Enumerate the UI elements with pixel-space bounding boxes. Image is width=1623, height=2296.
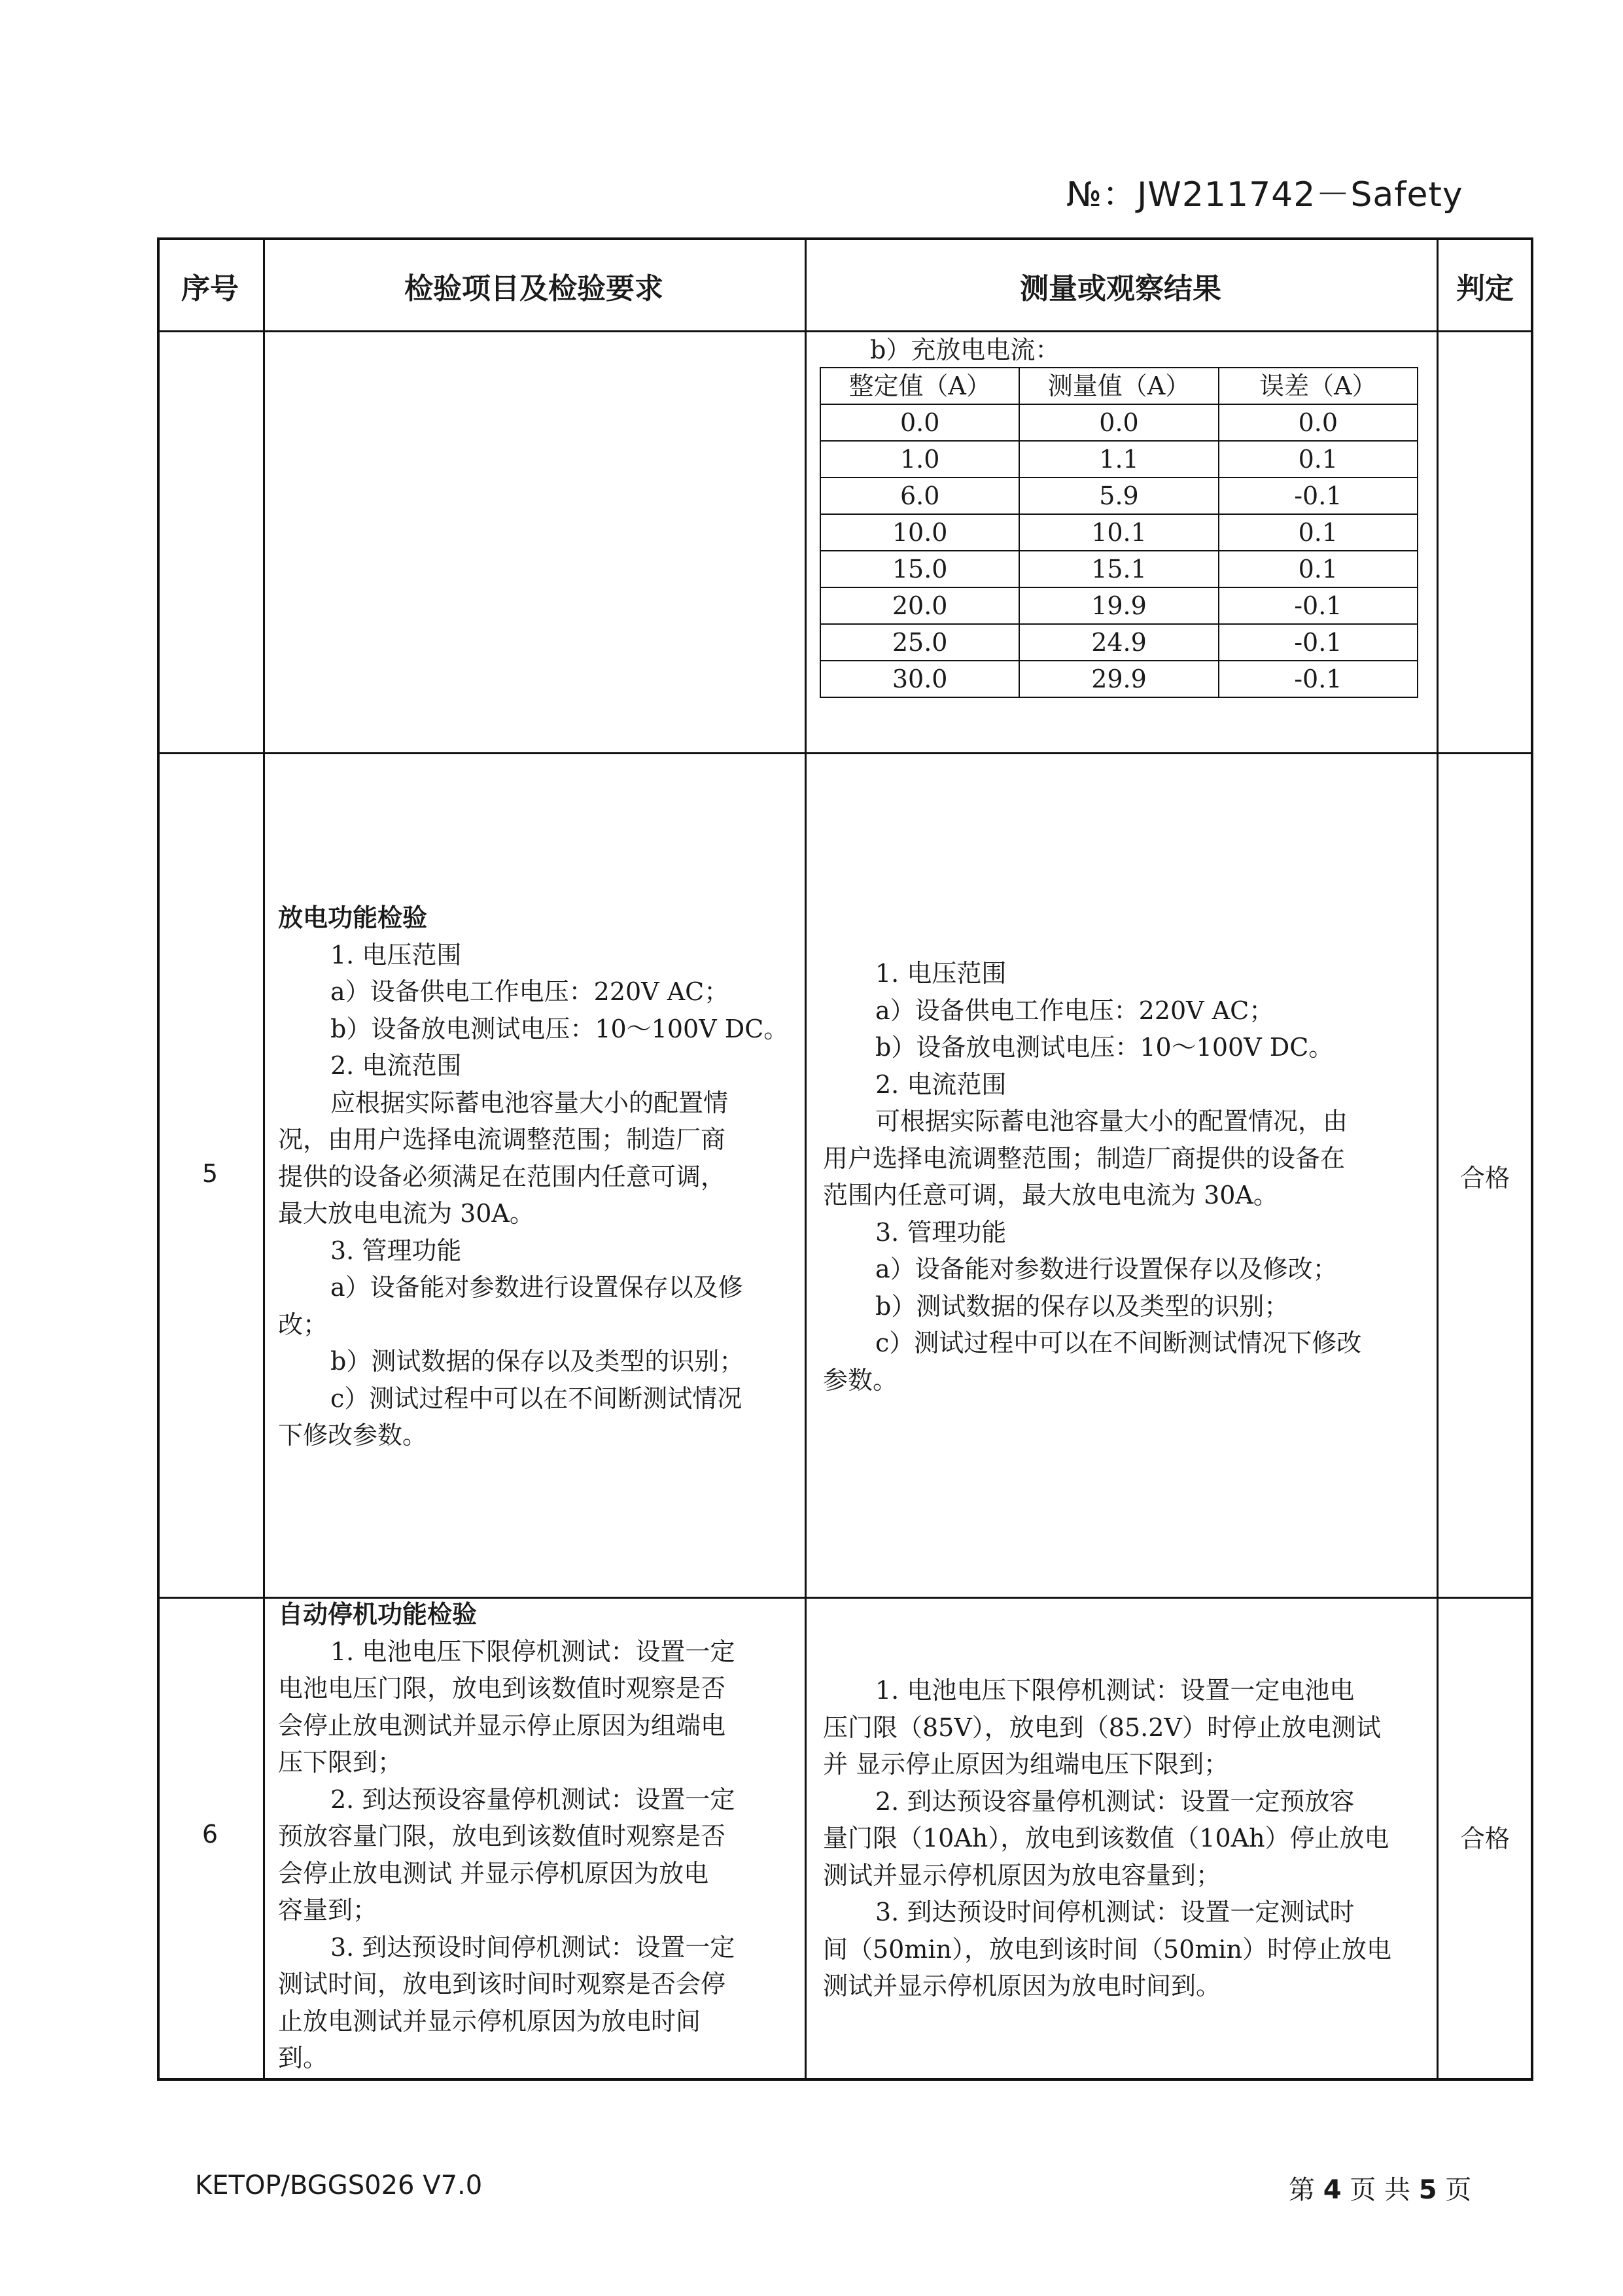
row6-verdict: 合格 — [1459, 1824, 1510, 1853]
row5-title: 放电功能检验 — [278, 903, 428, 932]
measured-value: 5.9 — [1019, 478, 1218, 514]
result-line: 测试并显示停机原因为放电容量到； — [823, 1860, 1221, 1890]
table-header-cell: 测量值（A） — [1019, 368, 1218, 404]
measured-value: 1.1 — [1019, 441, 1218, 478]
req-line: 2. 到达预设容量停机测试：设置一定 — [330, 1784, 735, 1814]
column-rule — [805, 237, 807, 2081]
row-seq-5: 5 — [201, 1159, 218, 1188]
req-line: b）测试数据的保存以及类型的识别； — [330, 1347, 744, 1376]
req-line: 预放容量门限，放电到该数值时观察是否 — [278, 1822, 726, 1851]
result-line: 2. 到达预设容量停机测试：设置一定预放容 — [875, 1786, 1355, 1816]
req-line: 下修改参数。 — [278, 1421, 428, 1450]
req-line: 最大放电电流为 30A。 — [278, 1199, 534, 1228]
row6-results — [823, 1672, 1431, 2005]
result-line: 3. 到达预设时间停机测试：设置一定测试时 — [875, 1898, 1355, 1926]
row5-verdict: 合格 — [1459, 1164, 1510, 1192]
result-line: 1. 电压范围 — [875, 959, 1007, 988]
row6-requirements — [278, 1596, 795, 2077]
req-line: a）设备能对参数进行设置保存以及修 — [330, 1273, 743, 1302]
req-line: 测试时间，放电到该时间时观察是否会停 — [278, 1970, 726, 1998]
set-value: 20.0 — [820, 587, 1019, 624]
table-row — [820, 624, 1418, 661]
result-line: 范围内任意可调，最大放电电流为 30A。 — [823, 1181, 1278, 1209]
set-value: 25.0 — [820, 624, 1019, 661]
error-value: -0.1 — [1219, 624, 1418, 661]
table-row — [820, 551, 1418, 587]
error-value: 0.1 — [1219, 551, 1418, 587]
page-indicator — [1289, 2169, 1471, 2206]
table-row — [820, 514, 1418, 551]
set-value: 1.0 — [820, 441, 1019, 478]
req-line: 止放电测试并显示停机原因为放电时间 — [278, 2006, 701, 2036]
page-suffix: 页 — [1445, 2175, 1472, 2205]
row5-results — [823, 955, 1431, 1399]
table-row — [820, 441, 1418, 478]
req-line: 会停止放电测试并显示停止原因为组端电 — [278, 1711, 726, 1740]
table-header-cell: 误差（A） — [1219, 368, 1418, 404]
table-header-cell: 整定值（A） — [820, 368, 1019, 404]
measured-value: 0.0 — [1019, 404, 1218, 441]
current-measurement-table — [820, 367, 1418, 698]
result-line: 测试并显示停机原因为放电时间到。 — [823, 1972, 1221, 2000]
measured-value: 24.9 — [1019, 624, 1218, 661]
measured-value: 10.1 — [1019, 514, 1218, 551]
row6-title: 自动停机功能检验 — [278, 1600, 478, 1629]
req-line: 容量到； — [278, 1896, 378, 1924]
result-line: a）设备能对参数进行设置保存以及修改； — [875, 1255, 1338, 1283]
row-seq-6: 6 — [201, 1820, 218, 1849]
req-line: a）设备供电工作电压：220V AC； — [330, 977, 729, 1006]
measured-value: 19.9 — [1019, 587, 1218, 624]
req-line: 2. 电流范围 — [330, 1051, 462, 1080]
error-value: -0.1 — [1219, 587, 1418, 624]
error-value: 0.1 — [1219, 514, 1418, 551]
result-line: 2. 电流范围 — [875, 1070, 1007, 1099]
current-table-caption: b）充放电电流： — [870, 336, 1060, 364]
header-verdict: 判定 — [1456, 272, 1514, 305]
req-line: 1. 电池电压下限停机测试：设置一定 — [330, 1637, 735, 1666]
req-line: 3. 管理功能 — [330, 1236, 462, 1265]
result-line: 1. 电池电压下限停机测试：设置一定电池电 — [875, 1676, 1355, 1705]
page-prefix: 第 — [1289, 2175, 1315, 2205]
table-row — [820, 404, 1418, 441]
set-value: 30.0 — [820, 661, 1019, 697]
error-value: -0.1 — [1219, 661, 1418, 697]
measured-value: 15.1 — [1019, 551, 1218, 587]
header-seq: 序号 — [181, 272, 239, 305]
result-line: b）测试数据的保存以及类型的识别； — [875, 1291, 1289, 1321]
set-value: 6.0 — [820, 478, 1019, 514]
measured-value: 29.9 — [1019, 661, 1218, 697]
req-line: b）设备放电测试电压：10～100V DC。 — [330, 1014, 789, 1043]
result-line: 量门限（10Ah），放电到该数值（10Ah）停止放电 — [823, 1824, 1389, 1852]
req-line: 提供的设备必须满足在范围内任意可调， — [278, 1162, 726, 1191]
table-row — [820, 661, 1418, 697]
req-line: 压下限到； — [278, 1748, 403, 1777]
req-line: 3. 到达预设时间停机测试：设置一定 — [330, 1932, 735, 1962]
header-result: 测量或观察结果 — [1020, 272, 1221, 305]
set-value: 15.0 — [820, 551, 1019, 587]
table-row — [820, 587, 1418, 624]
result-line: 用户选择电流调整范围；制造厂商提供的设备在 — [823, 1143, 1346, 1173]
column-rule — [263, 237, 265, 2081]
set-value: 0.0 — [820, 404, 1019, 441]
result-line: b）设备放电测试电压：10～100V DC。 — [875, 1033, 1334, 1062]
req-line: 电池电压门限，放电到该数值时观察是否 — [278, 1674, 726, 1703]
result-line: a）设备供电工作电压：220V AC； — [875, 996, 1274, 1025]
set-value: 10.0 — [820, 514, 1019, 551]
req-line: 到。 — [278, 2044, 328, 2072]
result-line: 可根据实际蓄电池容量大小的配置情况，由 — [875, 1107, 1348, 1136]
req-line: 应根据实际蓄电池容量大小的配置情 — [330, 1088, 729, 1117]
document-number: №：JW211742－Safety — [1066, 175, 1463, 215]
result-line: 压门限（85V），放电到（85.2V）时停止放电测试 — [823, 1713, 1381, 1742]
row5-requirements — [278, 899, 795, 1454]
error-value: 0.1 — [1219, 441, 1418, 478]
table-row — [820, 478, 1418, 514]
result-line: 参数。 — [823, 1365, 898, 1395]
page-mid: 页 共 — [1350, 2175, 1410, 2205]
req-line: 改； — [278, 1310, 328, 1339]
req-line: 况，由用户选择电流调整范围；制造厂商 — [278, 1125, 726, 1154]
req-line: c）测试过程中可以在不间断测试情况 — [330, 1383, 742, 1413]
row-rule — [157, 330, 1533, 332]
error-value: -0.1 — [1219, 478, 1418, 514]
form-code: KETOP/BGGS026 V7.0 — [195, 2170, 483, 2200]
result-line: c）测试过程中可以在不间断测试情况下修改 — [875, 1329, 1362, 1357]
req-line: 1. 电压范围 — [330, 940, 462, 969]
row-rule — [157, 752, 1533, 754]
result-line: 间（50min），放电到该时间（50min）时停止放电 — [823, 1934, 1392, 1964]
result-line: 并 显示停止原因为组端电压下限到； — [823, 1750, 1229, 1779]
page-number: 4 — [1323, 2175, 1342, 2205]
page-total: 5 — [1418, 2175, 1437, 2205]
result-line: 3. 管理功能 — [875, 1217, 1007, 1247]
error-value: 0.0 — [1219, 404, 1418, 441]
header-item: 检验项目及检验要求 — [404, 272, 663, 305]
req-line: 会停止放电测试 并显示停机原因为放电 — [278, 1858, 709, 1888]
